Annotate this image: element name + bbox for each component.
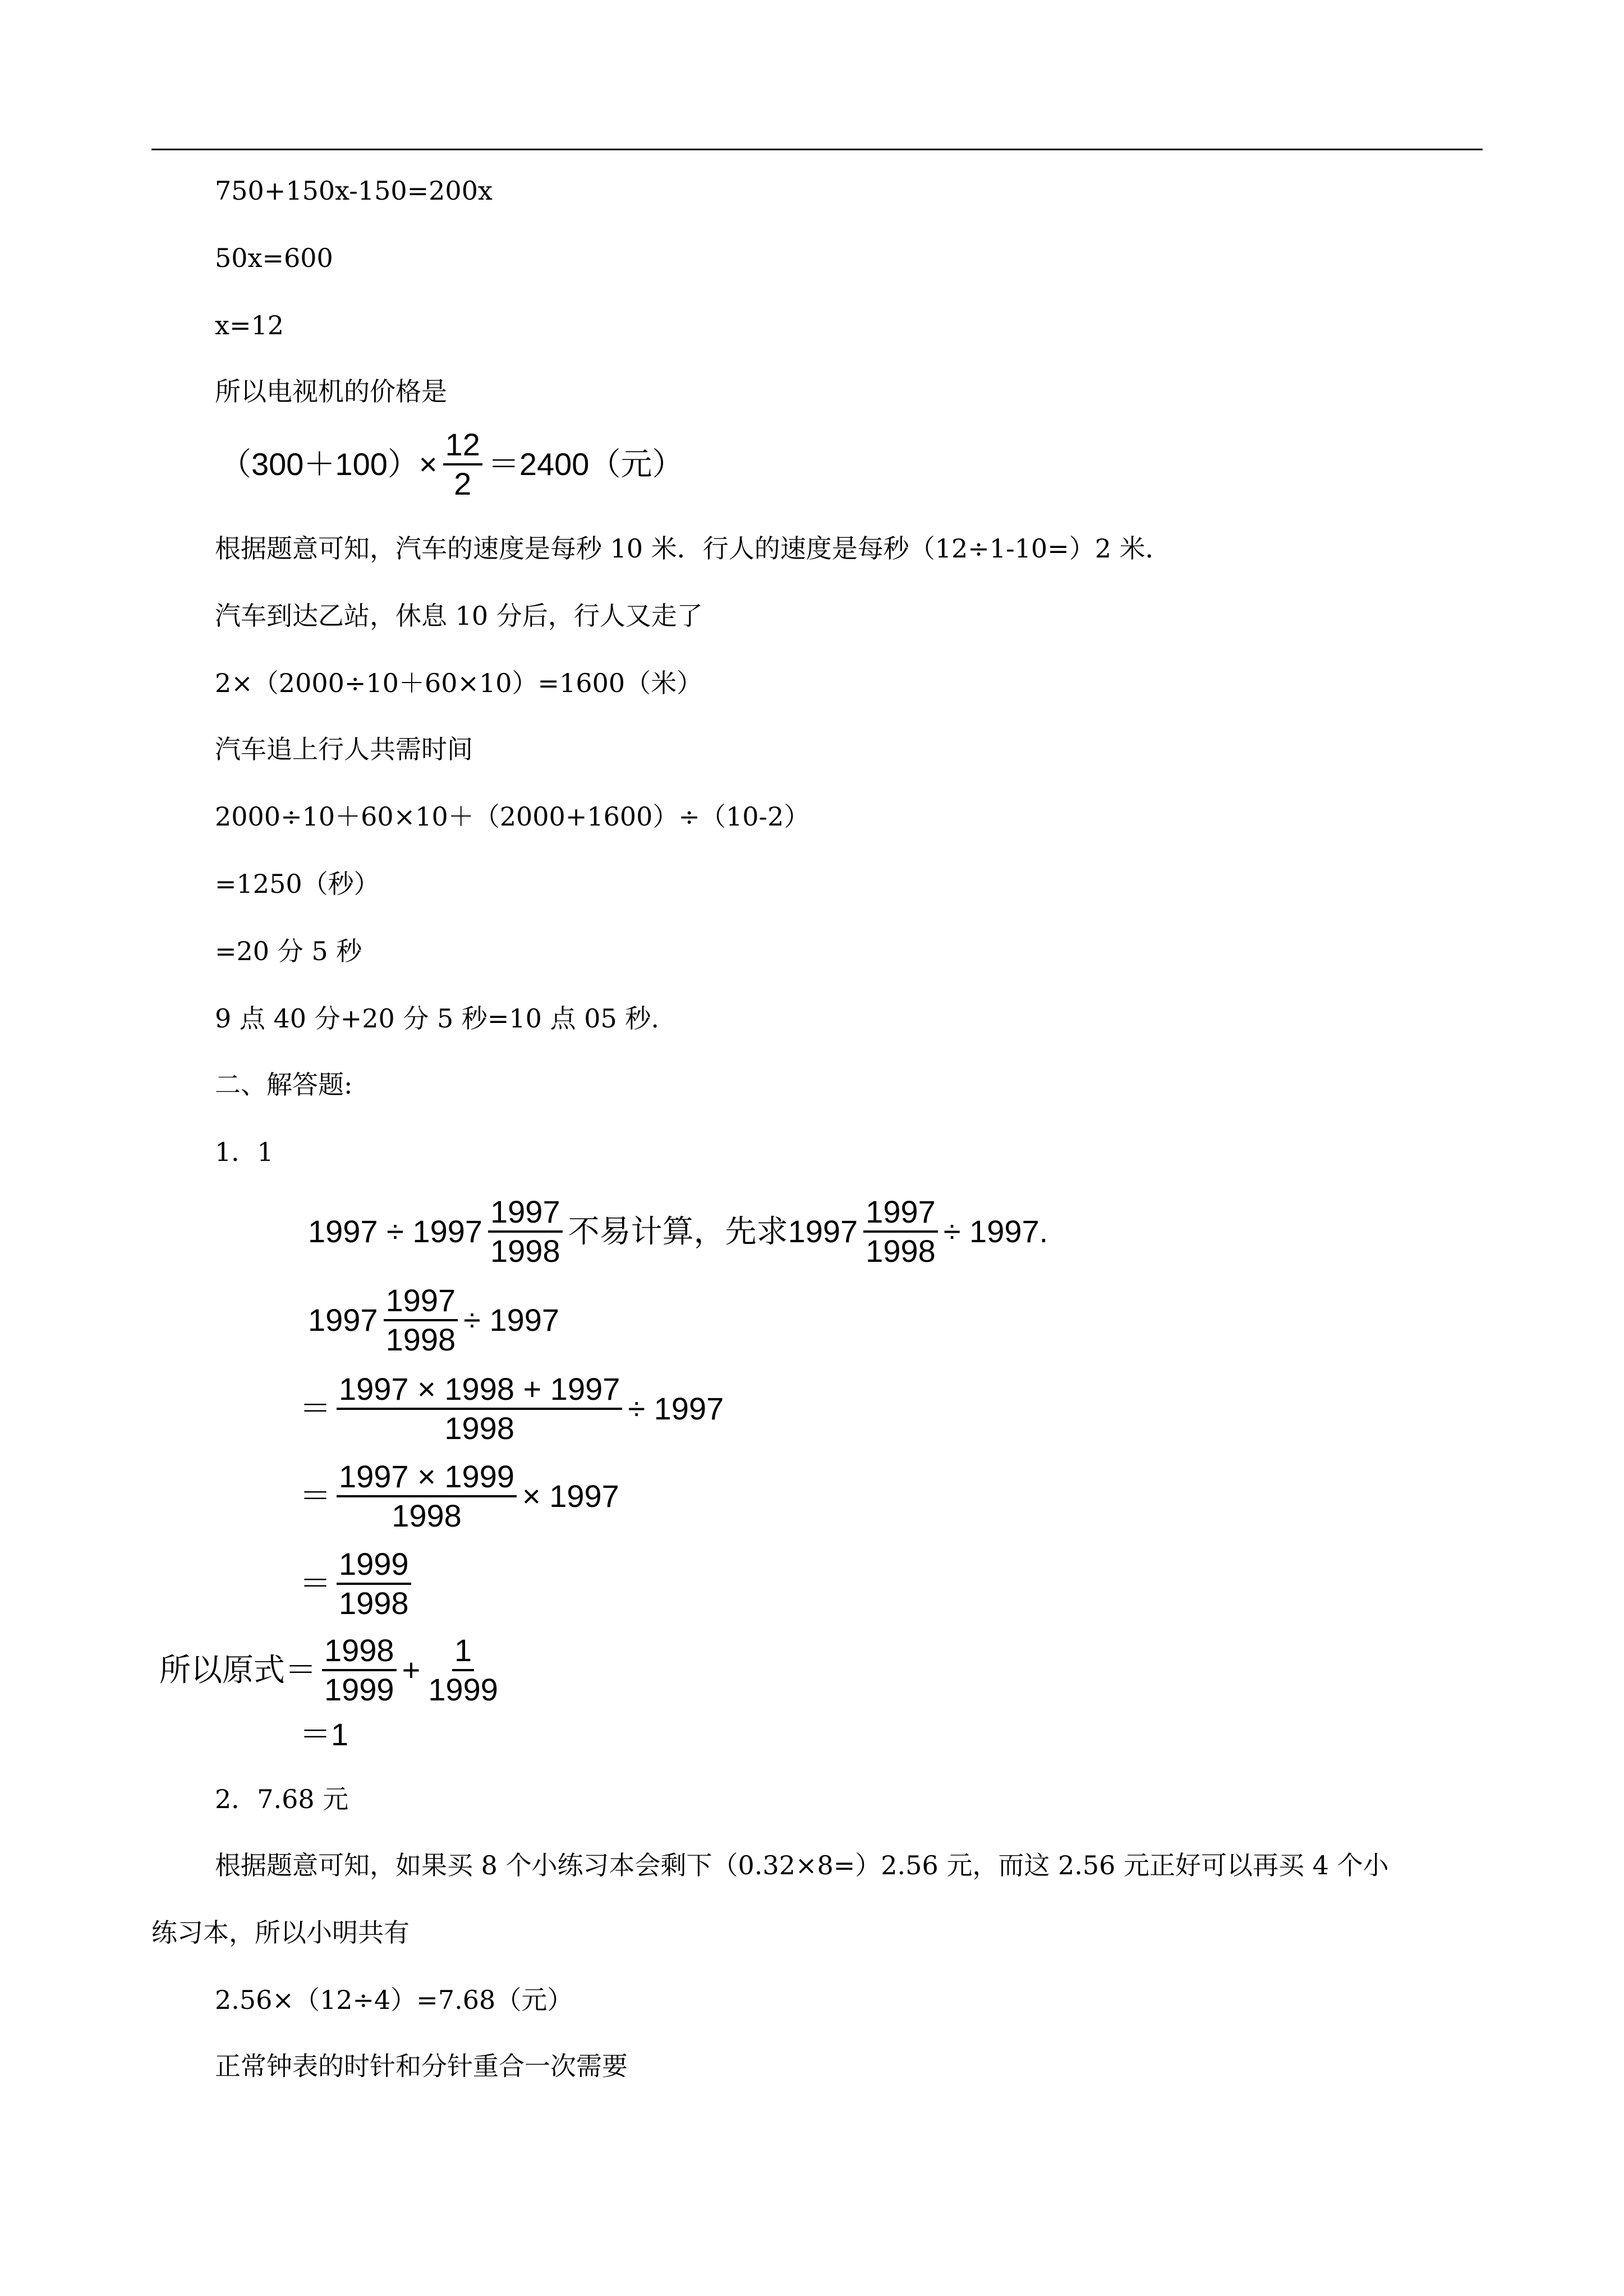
- equation-line: 2×（2000÷10＋60×10）=1600（米）: [215, 668, 703, 698]
- answer-label: 1．1: [215, 1137, 274, 1167]
- formula-row-3: [297, 1372, 726, 1446]
- formula-part: ÷ 1997.: [943, 1214, 1048, 1249]
- equation-line: =20 分 5 秒: [215, 936, 362, 966]
- plus-sign: +: [402, 1652, 421, 1688]
- fraction: [337, 1372, 622, 1446]
- fraction: [443, 427, 482, 501]
- formula-row-2: [306, 1283, 562, 1357]
- fraction-denominator: 1998: [339, 1585, 409, 1621]
- fraction-numerator: 1999: [337, 1547, 411, 1585]
- text-line: 汽车到达乙站，休息 10 分后，行人又走了: [215, 601, 703, 631]
- header-rule: [151, 149, 1483, 150]
- equation-line: 50x=600: [215, 243, 333, 273]
- formula-row-7: [297, 1716, 351, 1753]
- equals-sign: ＝: [300, 1566, 331, 1601]
- fraction: [426, 1633, 500, 1707]
- fraction-denominator: 1998: [866, 1233, 936, 1269]
- formula-part: ＝2400（元）: [487, 446, 684, 482]
- fraction-numerator: 1997 × 1998 + 1997: [337, 1372, 622, 1410]
- fraction-denominator: 1998: [490, 1233, 560, 1269]
- formula-part: ＝1: [300, 1717, 349, 1752]
- equals-sign: ＝: [300, 1478, 331, 1514]
- text-line: 根据题意可知，如果买 8 个小练习本会剩下（0.32×8=）2.56 元，而这 2.56 元正好可以再买 4 个小: [215, 1850, 1389, 1880]
- equation-line: =1250（秒）: [215, 869, 380, 899]
- section-heading: 二、解答题:: [215, 1069, 353, 1100]
- fraction: [863, 1195, 938, 1269]
- formula-part: 1997 ÷ 1997: [308, 1214, 483, 1249]
- formula-part: 1997: [308, 1302, 378, 1338]
- text-line: 正常钟表的时针和分针重合一次需要: [215, 2051, 628, 2081]
- fraction-numerator: 12: [443, 427, 482, 465]
- formula-part: 所以原式＝: [159, 1652, 316, 1688]
- text-line: 汽车追上行人共需时间: [215, 734, 473, 764]
- fraction-numerator: 1997: [863, 1195, 938, 1233]
- fraction: [322, 1633, 397, 1707]
- formula-part: ÷ 1997: [463, 1302, 560, 1338]
- fraction: [384, 1283, 458, 1357]
- equation-line: 750+150x-150=200x: [215, 176, 493, 206]
- formula-part: 不易计算，先求1997: [568, 1214, 858, 1249]
- fraction-numerator: 1997 × 1999: [337, 1459, 517, 1497]
- equation-line: 2000÷10＋60×10＋（2000+1600）÷（10-2）: [215, 801, 810, 832]
- fraction-denominator: 2: [454, 466, 472, 501]
- fraction-denominator: 1998: [392, 1498, 462, 1533]
- text-line: 练习本，所以小明共有: [151, 1917, 410, 1948]
- equation-line: 2.56×（12÷4）=7.68（元）: [215, 1985, 573, 2015]
- formula-part: × 1997: [522, 1478, 619, 1514]
- fraction-denominator: 1998: [385, 1322, 456, 1357]
- equation-line: 9 点 40 分+20 分 5 秒=10 点 05 秒.: [215, 1003, 659, 1034]
- text-line: 所以电视机的价格是: [215, 376, 447, 407]
- formula-row-4: [297, 1459, 622, 1533]
- equation-line: x=12: [215, 310, 284, 340]
- fraction-numerator: 1: [452, 1633, 474, 1671]
- formula-row-5: [297, 1547, 415, 1621]
- equals-sign: ＝: [300, 1391, 331, 1426]
- fraction-numerator: 1998: [322, 1633, 397, 1671]
- fraction-denominator: 1998: [444, 1410, 514, 1446]
- fraction-numerator: 1997: [488, 1195, 563, 1233]
- formula-row-6: [157, 1633, 504, 1707]
- formula-tv-price: [218, 427, 686, 501]
- formula-part: ÷ 1997: [628, 1391, 724, 1426]
- formula-row-1: [306, 1195, 1050, 1269]
- fraction-denominator: 1999: [428, 1672, 498, 1707]
- answer-label: 2．7.68 元: [215, 1784, 349, 1814]
- fraction-denominator: 1999: [324, 1672, 394, 1707]
- fraction: [337, 1459, 517, 1533]
- fraction: [488, 1195, 563, 1269]
- fraction: [337, 1547, 411, 1621]
- text-line: 根据题意可知，汽车的速度是每秒 10 米．行人的速度是每秒（12÷1-10=）2 米．: [215, 533, 1171, 564]
- fraction-numerator: 1997: [384, 1283, 458, 1321]
- formula-part: （300＋100）×: [220, 446, 438, 482]
